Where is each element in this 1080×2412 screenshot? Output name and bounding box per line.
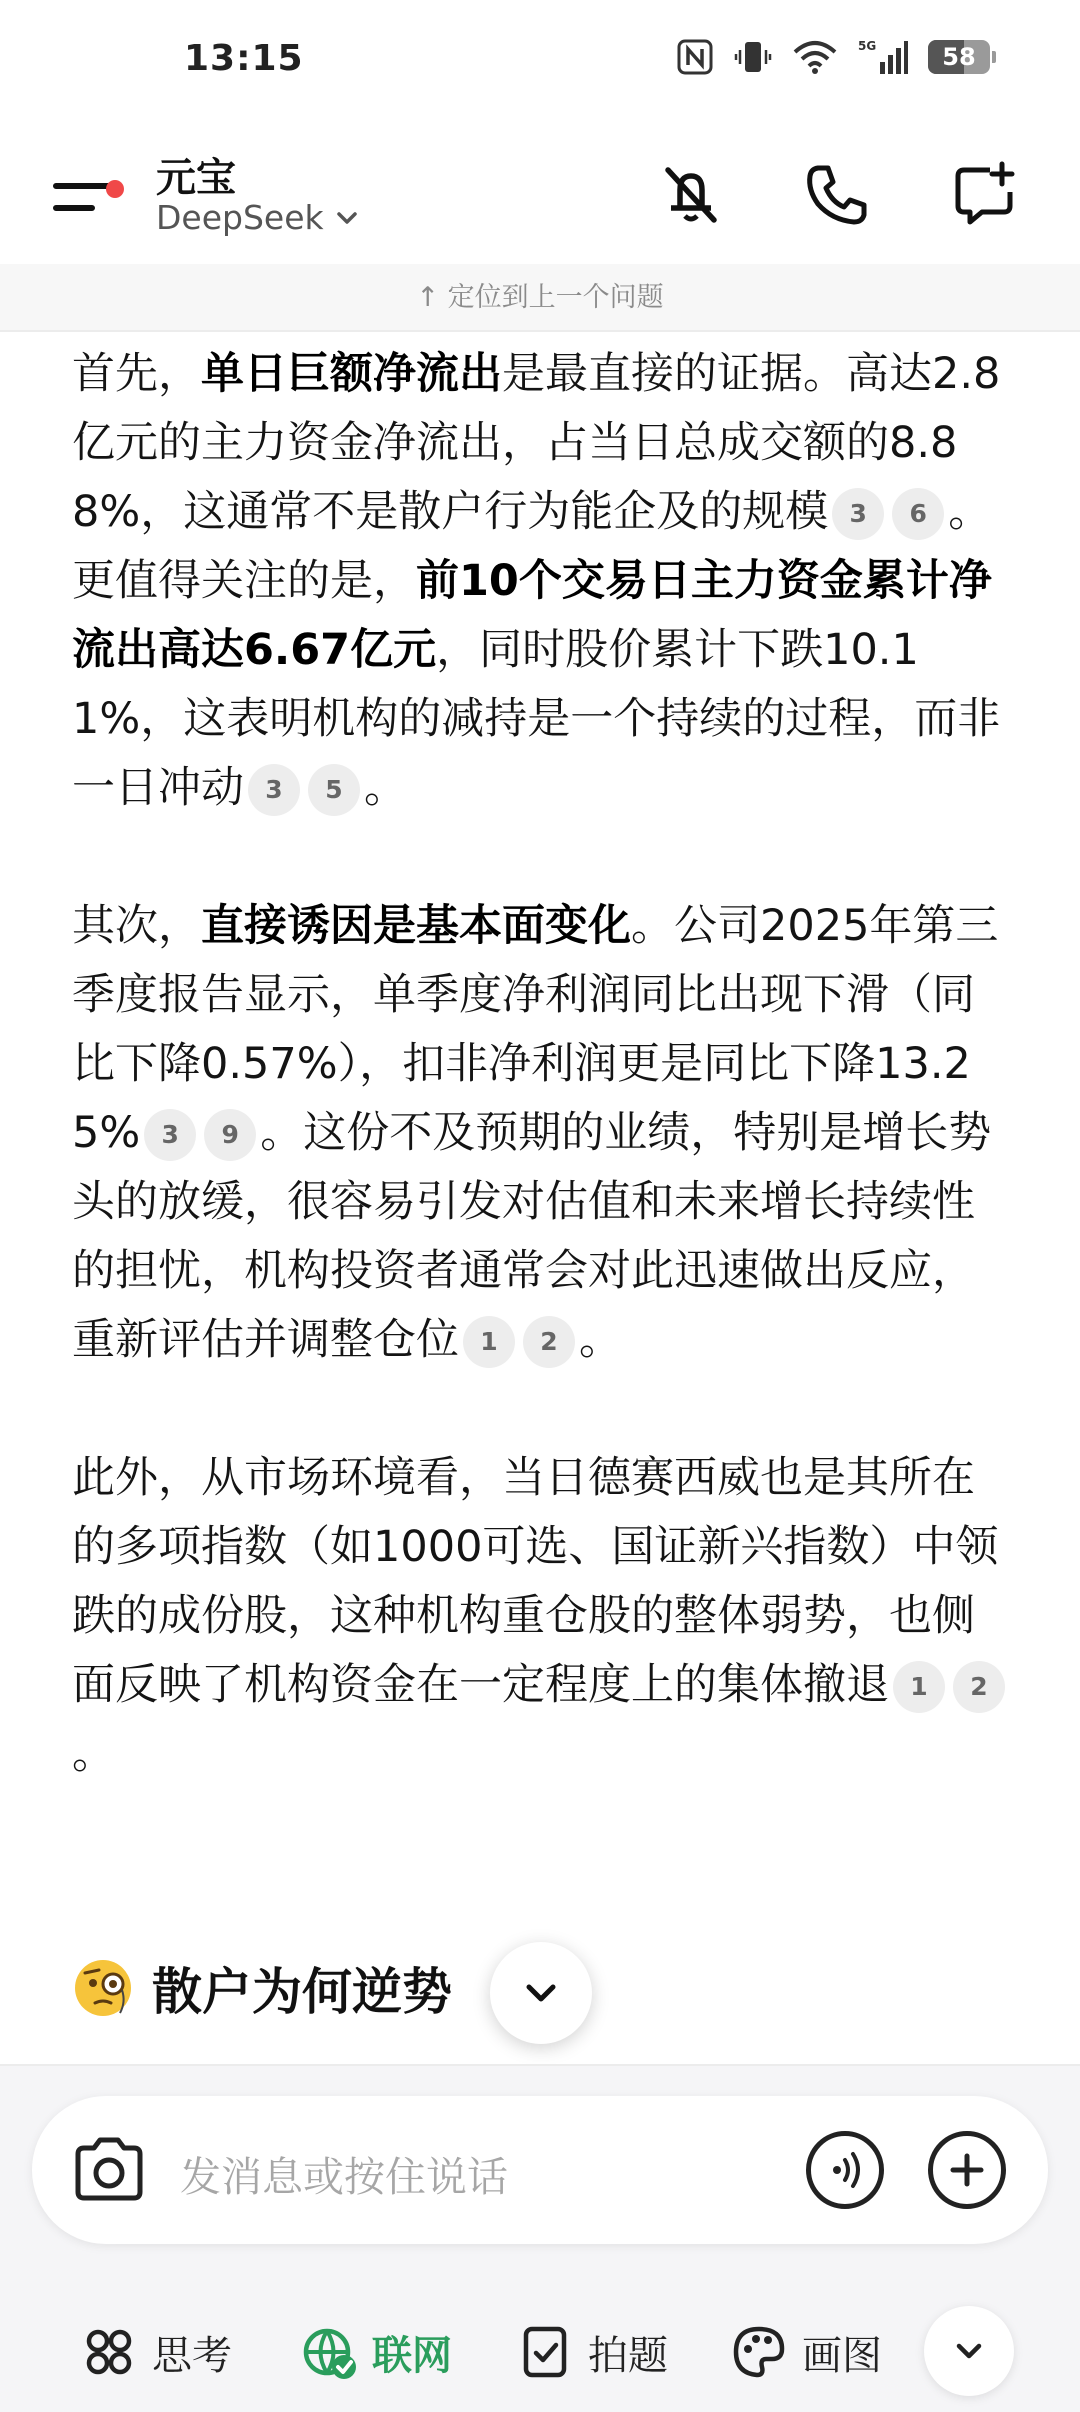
bold-text: 单日巨额净流出 [201,349,502,399]
notification-dot [106,180,124,198]
text-run: 。 [364,763,407,813]
model-selector[interactable] [156,198,360,237]
status-time: 13:15 [184,38,304,79]
text-run: 其次， [72,901,201,951]
text-run: ，同时股价累计下跌10.11%，这表明机构的减持是一个持续的过程，而非一日冲动 [72,625,1001,813]
text-run: 。公司2025年第三季度报告显示，单季度净利润同比出现下滑（同比下降0.57%），扣非净利润更是同比下降13.25% [72,901,999,1158]
tool-draw-image-label: 画图 [802,2332,882,2379]
tool-photo-question[interactable] [516,2312,668,2392]
bold-text: 前10个交易日主力资金累计净流出高达6.67亿元 [72,556,992,675]
new-chat-icon [950,160,1020,230]
message-input-bar[interactable] [32,2096,1048,2244]
text-run: 。 [72,1729,115,1779]
scroll-to-bottom-button[interactable] [490,1942,592,2044]
locate-previous-question[interactable]: ↑ 定位到上一个问题 [0,264,1080,332]
menu-button[interactable] [48,152,128,232]
palette-icon [730,2323,788,2381]
status-bar [0,0,1080,124]
nfc-icon [676,38,714,76]
text-run: 是最直接的证据。高达2.8亿元的主力资金净流出，占当日总成交额的8.88%，这通常不是散户行为能企及的规模 [72,349,1001,537]
citation-badge[interactable]: 1 [463,1316,515,1368]
section-heading-text: 散户为何逆势 [152,1963,452,2021]
mute-button[interactable] [650,154,732,236]
monocle-face-icon [72,1957,134,2019]
message-paragraph [72,892,1012,1375]
status-icons [676,38,990,76]
assistant-message [72,340,1012,1858]
tool-web-search-label: 联网 [372,2332,452,2379]
message-input[interactable]: 发消息或按住说话 [180,2153,508,2201]
photo-question-icon [516,2323,574,2381]
voice-call-button[interactable] [796,154,878,236]
tool-draw-image[interactable] [730,2312,882,2392]
text-run: 。更值得关注的是， [72,487,992,606]
feature-toolbar [0,2302,1080,2402]
tool-web-search[interactable] [300,2312,452,2392]
chat-header [0,124,1080,264]
text-run: 此外，从市场环境看，当日德赛西威也是其所在的多项指数（如1000可选、国证新兴指数）中领跌的成份股，这种机构重仓股的整体弱势，也侧面反映了机构资金在一定程度上的集体撤退 [72,1453,999,1710]
phone-icon [802,160,872,230]
tool-photo-question-label: 拍题 [588,2332,668,2379]
chevron-down-icon [950,2332,988,2370]
bold-text: 直接诱因是基本面变化 [201,901,631,951]
message-paragraph [72,340,1012,823]
wifi-icon [792,38,838,76]
mute-icon [656,160,726,230]
battery-percent: 58 [942,43,976,71]
more-tools-button[interactable] [924,2306,1014,2396]
citation-badge[interactable]: 2 [953,1661,1005,1713]
text-run: 。这份不及预期的业绩，特别是增长势头的放缓，很容易引发对估值和未来增长持续性的担忧，机构投资者通常会对此迅速做出反应，重新评估并调整仓位 [72,1108,992,1365]
chevron-down-icon [519,1971,563,2015]
text-run: 首先， [72,349,201,399]
citation-badge[interactable]: 1 [893,1661,945,1713]
camera-icon [70,2132,148,2208]
voice-input-button[interactable] [806,2131,884,2209]
voice-wave-icon [823,2148,867,2192]
message-paragraph [72,1444,1012,1789]
citation-badge[interactable]: 5 [308,764,360,816]
tool-think-label: 思考 [152,2332,232,2379]
citation-badge[interactable]: 9 [204,1109,256,1161]
citation-badge[interactable]: 2 [523,1316,575,1368]
citation-badge[interactable]: 6 [892,488,944,540]
composer-area [0,2064,1080,2412]
add-attachment-button[interactable] [928,2131,1006,2209]
cellular-signal-icon [858,38,908,76]
globe-check-icon [300,2323,358,2381]
model-name: DeepSeek [156,198,324,237]
think-icon [80,2323,138,2381]
tool-think[interactable] [80,2312,232,2392]
plus-icon [945,2148,989,2192]
citation-badge[interactable]: 3 [144,1109,196,1161]
section-heading [72,1952,452,2024]
app-title: 元宝 [156,155,236,201]
citation-badge[interactable]: 3 [248,764,300,816]
text-run: 。 [579,1315,622,1365]
chevron-down-icon [334,205,360,231]
vibrate-icon [734,38,772,76]
citation-badge[interactable]: 3 [832,488,884,540]
network-type: 5G [858,39,877,53]
new-chat-button[interactable] [944,154,1026,236]
battery-icon [928,40,990,74]
camera-button[interactable] [70,2132,148,2208]
